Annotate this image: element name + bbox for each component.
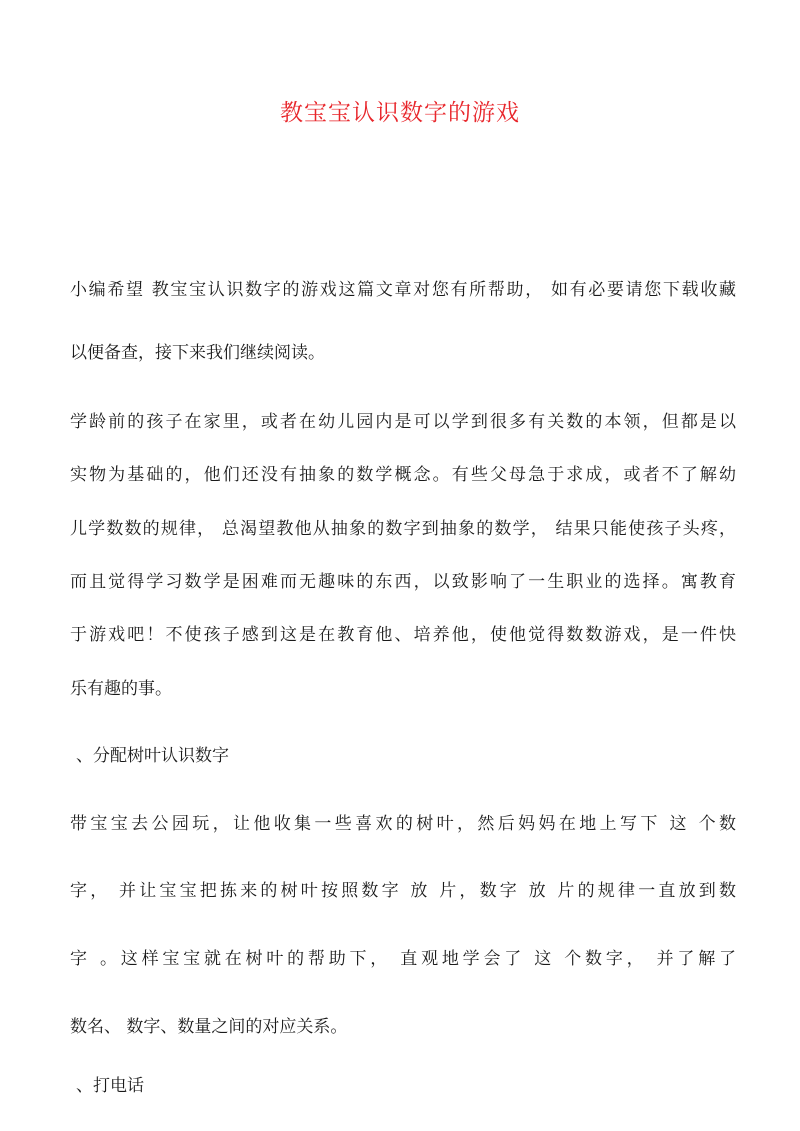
para1-line-6: 乐有趣的事。 (70, 679, 172, 699)
section1-heading: 、分配树叶认识数字 (76, 746, 229, 766)
para1-line-2: 实物为基础的，他们还没有抽象的数学概念。有些父母急于求成，或者不了解幼 (70, 465, 736, 485)
section1-line-3: 字 。这样宝宝就在树叶的帮助下， 直观地学会了 这 个数字， 并了解了 (70, 949, 736, 969)
para1-line-4: 而且觉得学习数学是困难而无趣味的东西，以致影响了一生职业的选择。寓教育 (70, 572, 736, 592)
para1-line-3: 儿学数数的规律， 总渴望教他从抽象的数字到抽象的数学， 结果只能使孩子头疼， (70, 519, 736, 539)
section1-line-1: 带宝宝去公园玩，让他收集一些喜欢的树叶，然后妈妈在地上写下 这 个数 (70, 814, 736, 834)
section1-line-2: 字， 并让宝宝把拣来的树叶按照数字 放 片，数字 放 片的规律一直放到数 (70, 881, 736, 901)
para1-line-5: 于游戏吧！不使孩子感到这是在教育他、培养他，使他觉得数数游戏，是一件快 (70, 625, 736, 645)
section2-heading: 、打电话 (76, 1076, 144, 1096)
document-title: 教宝宝认识数字的游戏 (280, 100, 520, 126)
intro-line-2: 以便备查，接下来我们继续阅读。 (70, 343, 325, 363)
intro-line-1: 小编希望 教宝宝认识数字的游戏这篇文章对您有所帮助， 如有必要请您下载收藏 (70, 280, 736, 300)
para1-line-1: 学龄前的孩子在家里，或者在幼儿园内是可以学到很多有关数的本领，但都是以 (70, 412, 736, 432)
section1-line-4: 数名、 数字、数量之间的对应关系。 (70, 1017, 348, 1037)
